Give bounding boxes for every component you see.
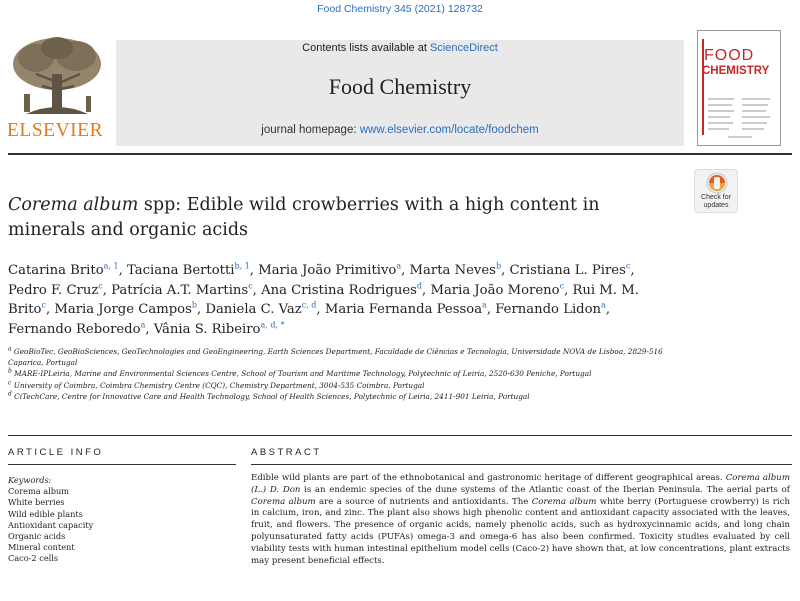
keyword-item: Mineral content <box>8 542 75 553</box>
author-name[interactable]: Catarina Brito <box>8 263 104 278</box>
abstract-species-name: Corema album <box>531 496 597 507</box>
author-affiliation-marker[interactable]: c, d <box>301 300 317 310</box>
journal-reference[interactable] <box>0 3 800 15</box>
affiliation-item <box>8 380 688 391</box>
author-affiliation-marker[interactable]: a, 1 <box>103 261 119 271</box>
journal-header <box>116 40 684 146</box>
author-affiliation-marker[interactable]: c <box>248 281 253 291</box>
affiliation-key: a <box>8 345 12 353</box>
article-title <box>8 193 678 243</box>
keyword-item: Caco-2 cells <box>8 553 59 564</box>
check-updates-label-line2: updates <box>703 202 729 209</box>
keywords <box>8 475 228 565</box>
keyword-item: Organic acids <box>8 531 66 542</box>
author-affiliation-marker[interactable]: a <box>482 300 487 310</box>
abstract-rule <box>251 464 792 465</box>
cover-title-line1: FOOD <box>704 47 755 64</box>
abstract-text <box>251 473 790 567</box>
journal-homepage-link[interactable]: www.elsevier.com/locate/foodchem <box>359 124 539 136</box>
affiliation-item <box>8 391 688 402</box>
author-name[interactable]: Fernando Reboredo <box>8 321 141 337</box>
author-affiliation-marker[interactable]: b <box>495 261 502 271</box>
check-updates-icon <box>695 170 739 196</box>
affiliation-key: c <box>8 379 12 387</box>
check-updates-label-line1: Check for <box>701 194 731 201</box>
author-affiliation-marker[interactable]: c <box>559 281 565 291</box>
abstract-text-segment: is an endemic species of the dune systems of the Atlantic coast of the Iberian Peninsula. The aerial parts of <box>300 484 790 495</box>
abstract-heading: ABSTRACT <box>251 447 322 458</box>
publisher-name: ELSEVIER <box>7 120 104 141</box>
keywords-label: Keywords: <box>8 475 52 485</box>
author-name[interactable]: Rui M. M. Brito <box>8 282 639 317</box>
author-name[interactable]: Taciana Bertotti <box>126 263 235 278</box>
affiliation-text: CiTechCare, Centre for Innovative Care and Health Technology, School of Health Sciences, Polytechnic of Leiria, 2411-901 Leiria, Portugal <box>11 391 530 401</box>
keyword-item: Wild edible plants <box>8 508 83 519</box>
affiliation-item <box>8 346 688 368</box>
author-affiliation-marker[interactable]: b <box>191 300 197 310</box>
author-name[interactable]: Ana Cristina Rodrigues <box>261 282 417 298</box>
keyword-item: White berries <box>8 497 65 508</box>
article-info-rule <box>8 464 236 465</box>
abstract-species-name: Corema album (L.) D. Don <box>251 473 790 495</box>
header-divider <box>8 153 792 155</box>
homepage-line <box>116 124 684 136</box>
keyword-item: Corema album <box>8 486 69 497</box>
author-name[interactable]: Maria João Moreno <box>430 282 560 298</box>
article-title-rest: spp: Edible wild crowberries with a high content in minerals and organic acids <box>8 195 600 240</box>
author-affiliation-marker[interactable]: c <box>98 281 103 291</box>
author-name[interactable]: Pedro F. Cruz <box>8 282 99 298</box>
contents-prefix: Contents lists available at <box>302 42 430 54</box>
cover-title-line2: CHEMISTRY <box>702 65 770 77</box>
keyword-item: Antioxidant capacity <box>8 519 94 530</box>
article-info-heading: ARTICLE INFO <box>8 447 104 458</box>
homepage-prefix: journal homepage: <box>261 124 360 136</box>
contents-line <box>116 42 684 54</box>
author-affiliation-marker[interactable]: a <box>140 320 146 330</box>
abstract-species-name: Corema album <box>251 496 316 507</box>
affiliation-text: University of Coimbra, Coimbra Chemistry Centre (CQC), Chemistry Department, 3004-535 Coimbra, Portugal <box>11 380 425 390</box>
affiliation-key: d <box>8 390 12 398</box>
author-affiliation-marker[interactable]: a <box>601 300 606 310</box>
check-updates-label <box>694 194 738 210</box>
abstract-text-segment: are a source of nutrients and antioxidants. The <box>315 496 532 507</box>
article-title-species: Corema album <box>8 195 139 215</box>
cover-contents-lines <box>708 97 774 141</box>
author-name[interactable]: Maria João Primitivo <box>258 263 397 278</box>
affiliation-text: GeoBioTec, GeoBioSciences, GeoTechnologies and GeoEngineering, Earth Sciences Department, Faculdade de Ciências e Tecnologia, Universidade NOVA de Lisboa, 2829-516 Caparica, Portugal <box>8 347 663 368</box>
author-name[interactable]: Fernando Lidon <box>495 302 602 317</box>
author-name[interactable]: Maria Jorge Campos <box>54 302 192 317</box>
author-name[interactable]: Daniela C. Vaz <box>205 302 302 317</box>
author-affiliation-marker[interactable]: c <box>625 261 631 271</box>
author-list: Catarina Brito$^{a, 1}$, Taciana Bertotti$^{b, 1}$, Maria João Primitivo$^a$, Marta Neves$^b$, Cristiana L. Pires$^c$, Pedro F. Cruz$^c$, Patrícia A.T. Martins$^c$, Ana Cristina Rodrigues$^d$, Maria João Moreno$^c$, Rui M. M. Brito$^c$, Maria Jorge Campos$^b$, Daniela C. Vaz$^{c, d}$, Maria Fernanda Pessoa$^a$, Fernando Lidon$^a$, Fernando Reboredo$^a$, Vânia S. Ribeiro$^{a, d, *}$ <box>8 261 639 337</box>
author-name[interactable]: Marta Neves <box>409 263 496 278</box>
author-name[interactable]: Cristiana L. Pires <box>509 263 626 278</box>
affiliation-item <box>8 368 688 379</box>
author-name[interactable]: Patrícia A.T. Martins <box>111 282 249 298</box>
section-divider <box>8 435 792 436</box>
journal-reference-link[interactable]: Food Chemistry 345 (2021) 128732 <box>317 3 483 15</box>
journal-title: Food Chemistry <box>328 74 472 99</box>
author-name[interactable]: Vânia S. Ribeiro <box>153 321 261 337</box>
affiliations <box>8 346 688 402</box>
author-affiliation-marker[interactable]: a <box>396 261 402 271</box>
author-name[interactable]: Maria Fernanda Pessoa <box>324 302 483 317</box>
abstract-text-segment: Edible wild plants are part of the ethnobotanical and gastronomic heritage of different geographical areas. <box>251 473 726 483</box>
sciencedirect-link[interactable]: ScienceDirect <box>429 42 498 54</box>
author-affiliation-marker[interactable]: c <box>41 300 46 310</box>
abstract-text-segment: white berry (Portuguese crowberry) is rich in calcium, iron, and zinc. The plant also shows high phenolic content and antioxidant capacity associated with the leaves, fruit, and flowers. The presence of organic acids, namely phenolic acids, such as hydroxycinnamic acids, and long chain polyunsaturated fatty acids (PUFAs) omega-3 and omega-6 has also been confirmed. Toxicity studies evaluated by cell viability tests with human intestinal epithelium model cells (Caco-2) have shown that, at low concentrations, plant extracts may present beneficial effects. <box>251 496 790 566</box>
author-affiliation-marker[interactable]: d <box>416 281 423 291</box>
author-affiliation-marker[interactable]: b, 1 <box>234 261 250 271</box>
author-affiliation-marker[interactable]: a, d, * <box>260 320 285 330</box>
affiliation-key: b <box>8 367 12 375</box>
affiliation-text: MARE-IPLeiria, Marine and Environmental Sciences Centre, School of Tourism and Maritime Technology, Polytechnic of Leiria, 2520-630 Peniche, Portugal <box>11 369 592 379</box>
journal-cover <box>697 30 781 146</box>
